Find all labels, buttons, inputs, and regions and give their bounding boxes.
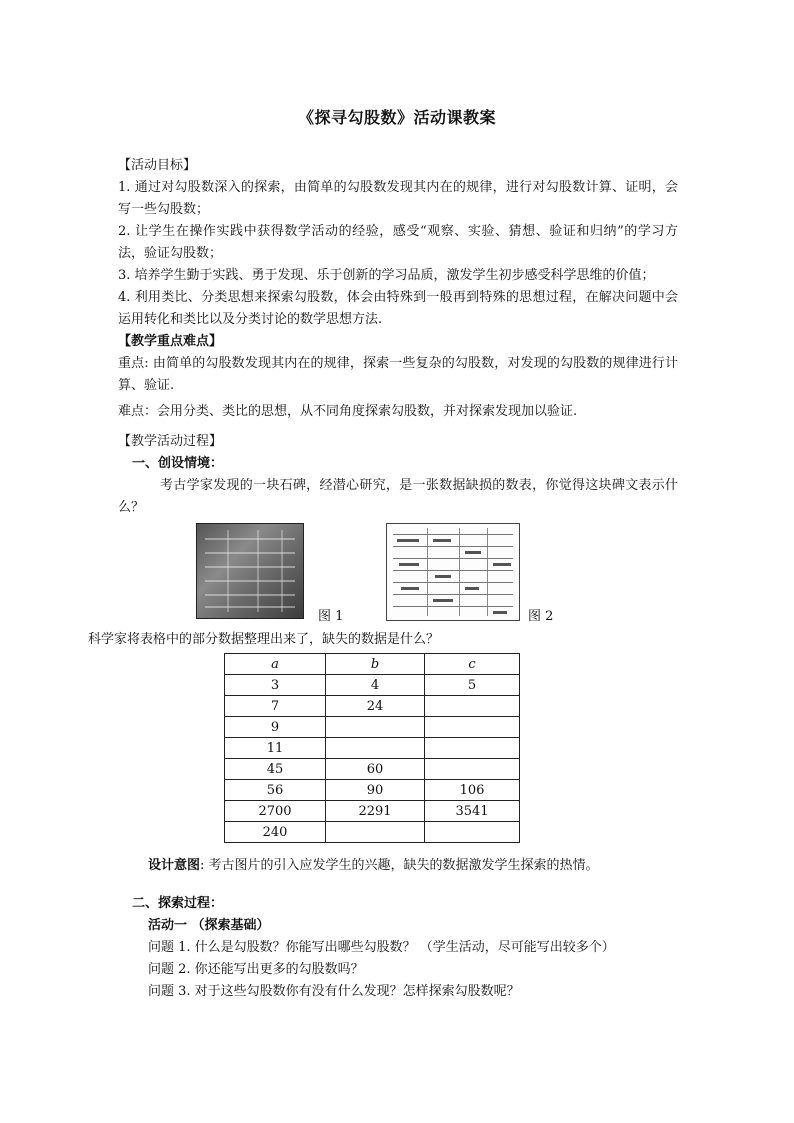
activity1-title: 活动一 （探索基础）: [148, 918, 270, 933]
table-cell: 3541: [425, 801, 520, 822]
figure-2-caption: 图 2: [528, 609, 554, 624]
table-cell: [326, 822, 425, 843]
table-header-row: [225, 654, 520, 675]
figures-row: [118, 523, 678, 629]
table-cell: [425, 738, 520, 759]
table-cell: 7: [225, 696, 326, 717]
header-b: b: [326, 654, 425, 675]
table-cell: 240: [225, 822, 326, 843]
table-cell: [425, 717, 520, 738]
table-cell: 45: [225, 759, 326, 780]
table-row: [225, 675, 520, 696]
design-intent: [118, 855, 678, 877]
design-intent-label: 设计意图: [148, 858, 201, 873]
data-table: [224, 653, 520, 843]
question-3: 问题 3. 对于这些勾股数你有没有什么发现？怎样探索勾股数呢？: [148, 984, 520, 999]
table-cell: 9: [225, 717, 326, 738]
table-cell: 5: [425, 675, 520, 696]
table-row: [225, 780, 520, 801]
table-cell: [326, 738, 425, 759]
section1-text: 考古学家发现的一块石碑，经潜心研究，是一张数据缺损的数表，你觉得这块碑文表示什么？: [118, 478, 678, 515]
table-cell: [326, 717, 425, 738]
key-point-difficulty: 难点：会用分类、类比的思想，从不同角度探索勾股数，并对探索发现加以验证.: [118, 404, 578, 419]
tablet-sketch-image: [386, 523, 520, 621]
figure-1-caption: 图 1: [318, 609, 344, 624]
header-c: c: [425, 654, 520, 675]
section2-title: 二、探索过程：: [132, 896, 224, 911]
table-intro: 科学家将表格中的部分数据整理出来了，缺失的数据是什么？: [88, 632, 440, 647]
table-row: [225, 801, 520, 822]
table-row: [225, 822, 520, 843]
goal-item-4: 4. 利用类比、分类思想来探索勾股数，体会由特殊到一般再到特殊的思想过程，在解决问题中会运用转化和类比以及分类讨论的数学思想方法.: [118, 290, 678, 327]
table-cell: 90: [326, 780, 425, 801]
table-cell: [425, 696, 520, 717]
table-cell: 11: [225, 738, 326, 759]
header-a: a: [225, 654, 326, 675]
table-cell: 56: [225, 780, 326, 801]
table-cell: [425, 759, 520, 780]
table-cell: 2700: [225, 801, 326, 822]
table-cell: 24: [326, 696, 425, 717]
table-row: [225, 759, 520, 780]
table-cell: 4: [326, 675, 425, 696]
section1-title: 一、创设情境：: [132, 456, 224, 471]
table-cell: 2291: [326, 801, 425, 822]
goal-item-2: 2. 让学生在操作实践中获得数学活动的经验，感受“观察、实验、猜想、验证和归纳”的学习方法，验证勾股数；: [118, 224, 678, 261]
table-cell: [425, 822, 520, 843]
design-intent-text: : 考古图片的引入应发学生的兴趣，缺失的数据激发学生探索的热情。: [200, 858, 599, 873]
table-cell: 60: [326, 759, 425, 780]
question-1: 问题 1. 什么是勾股数？你能写出哪些勾股数？ （学生活动，尽可能写出较多个）: [148, 940, 615, 955]
stone-tablet-image: [196, 523, 304, 619]
table-row: [225, 738, 520, 759]
goals-heading: 【活动目标】: [118, 158, 197, 173]
key-point-focus: 重点: 由简单的勾股数发现其内在的规律，探索一些复杂的勾股数，对发现的勾股数的规律进行计算、验证.: [118, 356, 678, 393]
table-row: [225, 696, 520, 717]
key-points-heading: 【教学重点难点】: [118, 334, 223, 349]
table-row: [225, 717, 520, 738]
table-cell: 3: [225, 675, 326, 696]
document-title: 《探寻勾股数》活动课教案: [297, 108, 496, 127]
question-2: 问题 2. 你还能写出更多的勾股数吗？: [148, 962, 364, 977]
table-cell: 106: [425, 780, 520, 801]
process-heading: 【教学活动过程】: [118, 434, 223, 449]
document-body: [88, 155, 678, 1003]
goal-item-1: 1. 通过对勾股数深入的探索，由简单的勾股数发现其内在的规律，进行对勾股数计算、证明，会写一些勾股数；: [118, 180, 678, 217]
goal-item-3: 3. 培养学生勤于实践、勇于发现、乐于创新的学习品质，激发学生初步感受科学思维的价值；: [118, 268, 655, 283]
